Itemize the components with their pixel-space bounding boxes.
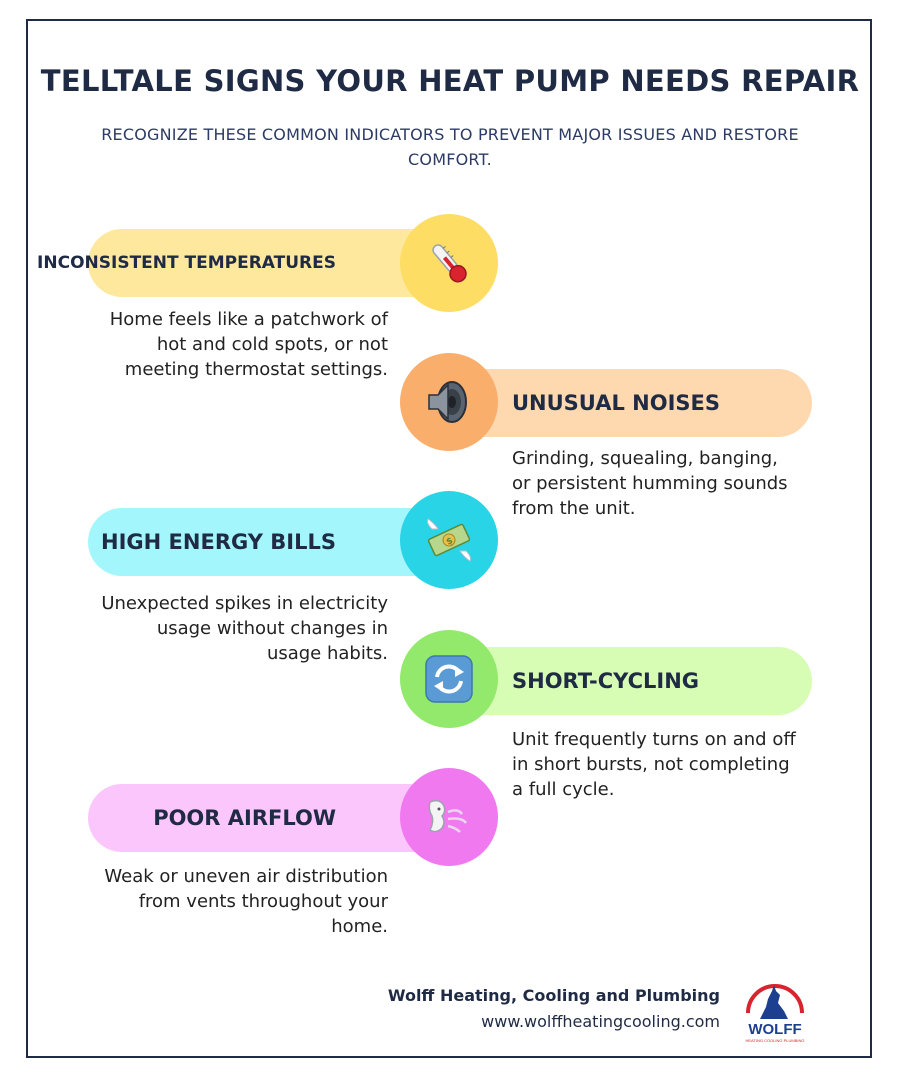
sign-label: POOR AIRFLOW [153,806,336,830]
company-url[interactable]: www.wolffheatingcooling.com [481,1012,720,1031]
sign-label: INCONSISTENT TEMPERATURES [37,253,336,273]
sign-description: Grinding, squealing, banging, or persistent humming sounds from the unit. [512,448,788,519]
wolff-logo [738,973,812,1045]
sign-circle [400,768,498,866]
sign-circle [400,491,498,589]
sign-pill-poor-airflow [88,784,448,852]
cycle-arrows-icon [424,654,474,704]
sign-description: Home feels like a patchwork of hot and cold spots, or not meeting thermostat settings. [109,309,388,380]
wind-face-icon [424,792,474,842]
sign-label: UNUSUAL NOISES [512,391,720,415]
sign-label: SHORT-CYCLING [512,669,700,693]
sign-description: Weak or uneven air distribution from vents throughout your home. [104,866,388,937]
sign-description: Unexpected spikes in electricity usage without changes in usage habits. [101,593,388,664]
company-name: Wolff Heating, Cooling and Plumbing [387,986,720,1005]
svg-text:$: $ [444,535,455,548]
sign-description: Unit frequently turns on and off in short bursts, not completing a full cycle. [512,729,796,800]
speaker-icon [424,377,474,427]
thermometer-icon [424,238,474,288]
sign-circle [400,630,498,728]
sign-circle [400,353,498,451]
money-with-wings-icon [424,515,474,565]
sign-label: HIGH ENERGY BILLS [101,530,336,554]
sign-pill-high-energy-bills [88,508,448,576]
svg-text:WOLFF: WOLFF [748,1021,802,1038]
sign-pill-short-cycling [448,647,812,715]
sign-circle [400,214,498,312]
sign-pill-unusual-noises [448,369,812,437]
sign-pill-inconsistent-temperatures [37,229,448,297]
page-subtitle: RECOGNIZE THESE COMMON INDICATORS TO PREVENT MAJOR ISSUES AND RESTORE COMFORT. [101,125,799,169]
page-title: TELLTALE SIGNS YOUR HEAT PUMP NEEDS REPAIR [40,64,860,98]
svg-text:HEATING COOLING PLUMBING: HEATING COOLING PLUMBING [745,1038,805,1043]
